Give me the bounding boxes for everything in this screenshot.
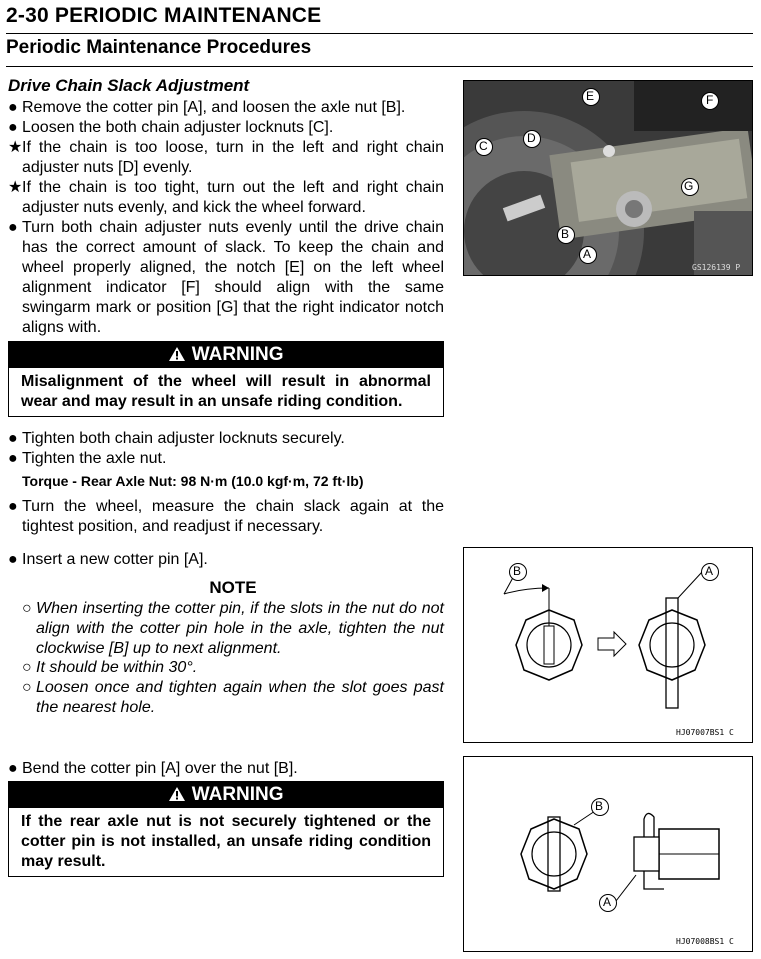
note-item: ○ Loosen once and tighten again when the slot goes past the nearest hole.: [22, 679, 444, 716]
warning-header: WARNING: [9, 342, 443, 368]
note-item: ○ It should be within 30°.: [22, 659, 198, 676]
step-item: ● Turn the wheel, measure the chain slack again at the tightest position, and readjust if necessary.: [8, 498, 444, 535]
circle-bullet-icon: ○: [22, 659, 32, 676]
figure-chain-adjuster-photo: [463, 80, 753, 276]
bullet-icon: ●: [8, 760, 18, 777]
circle-bullet-icon: ○: [22, 679, 32, 696]
warning-box: [8, 781, 444, 877]
warning-text: Misalignment of the wheel will result in abnormal wear and may result in an unsafe riding condition.: [21, 373, 431, 410]
step-item: ● Loosen the both chain adjuster locknuts [C].: [8, 119, 334, 136]
step-item: ● Tighten the axle nut.: [8, 450, 167, 467]
figure-code: GS126139 P: [692, 263, 741, 272]
step-item: ● Insert a new cotter pin [A].: [8, 551, 208, 568]
figure-code: HJ07007BS1 C: [676, 728, 734, 737]
warning-triangle-icon: [168, 346, 186, 362]
step-item: ● Tighten both chain adjuster locknuts securely.: [8, 430, 345, 447]
callout-b: B: [513, 564, 522, 578]
bullet-icon: ●: [8, 498, 18, 515]
figure-code: HJ07008BS1 C: [676, 937, 734, 946]
callout-g: G: [684, 179, 694, 193]
circle-bullet-icon: ○: [22, 600, 32, 617]
subtitle-rule: [6, 66, 753, 67]
step-item: ● Bend the cotter pin [A] over the nut [B].: [8, 760, 298, 777]
star-icon: ★: [8, 179, 23, 196]
note-item: ○ When inserting the cotter pin, if the slots in the nut do not align with the cotter pin hole in the axle, tighten the nut clockwise [B] up to next alignment.: [22, 600, 444, 657]
step-item: ★ If the chain is too tight, turn out the left and right chain adjuster nuts evenly, and kick the wheel forward.: [8, 179, 444, 216]
torque-spec: Torque - Rear Axle Nut: 98 N·m (10.0 kgf·m, 72 ft·lb): [22, 473, 364, 489]
step-item: ★ If the chain is too loose, turn in the left and right chain adjuster nuts [D] evenly.: [8, 139, 444, 176]
callout-f: F: [706, 93, 714, 107]
callout-d: D: [527, 131, 536, 145]
page-title: 2-30 PERIODIC MAINTENANCE: [6, 4, 322, 27]
section-title: Drive Chain Slack Adjustment: [8, 76, 250, 95]
page-subtitle: Periodic Maintenance Procedures: [6, 37, 312, 58]
callout-a: A: [583, 247, 592, 261]
step-item: ● Turn both chain adjuster nuts evenly until the drive chain has the correct amount of slack. To keep the chain and wheel properly aligned, the notch [E] on the left wheel alignment indicator [F] should align with the same swingarm mark or position [G] that the right indicator notch aligns with.: [8, 219, 444, 336]
note-title: NOTE: [209, 578, 257, 597]
bullet-icon: ●: [8, 219, 18, 236]
callout-a: A: [603, 895, 612, 909]
bent-pin-diagram: [464, 757, 752, 951]
bullet-icon: ●: [8, 551, 18, 568]
callout-b: B: [561, 227, 570, 241]
bullet-icon: ●: [8, 450, 18, 467]
warning-box: [8, 341, 444, 417]
callout-e: E: [586, 89, 595, 103]
bullet-icon: ●: [8, 99, 18, 116]
warning-text: If the rear axle nut is not securely tightened or the cotter pin is not installed, an unsafe riding condition may result.: [21, 813, 431, 870]
callout-c: C: [479, 139, 488, 153]
star-icon: ★: [8, 139, 23, 156]
bullet-icon: ●: [8, 430, 18, 447]
bullet-icon: ●: [8, 119, 18, 136]
callout-a: A: [705, 564, 714, 578]
warning-header: WARNING: [9, 782, 443, 808]
warning-triangle-icon: [168, 786, 186, 802]
callout-b: B: [595, 799, 604, 813]
figure-cotter-pin-insert: [463, 547, 753, 743]
figure-cotter-pin-bent: [463, 756, 753, 952]
step-item: ● Remove the cotter pin [A], and loosen the axle nut [B].: [8, 99, 406, 116]
header-rule: [6, 33, 753, 34]
